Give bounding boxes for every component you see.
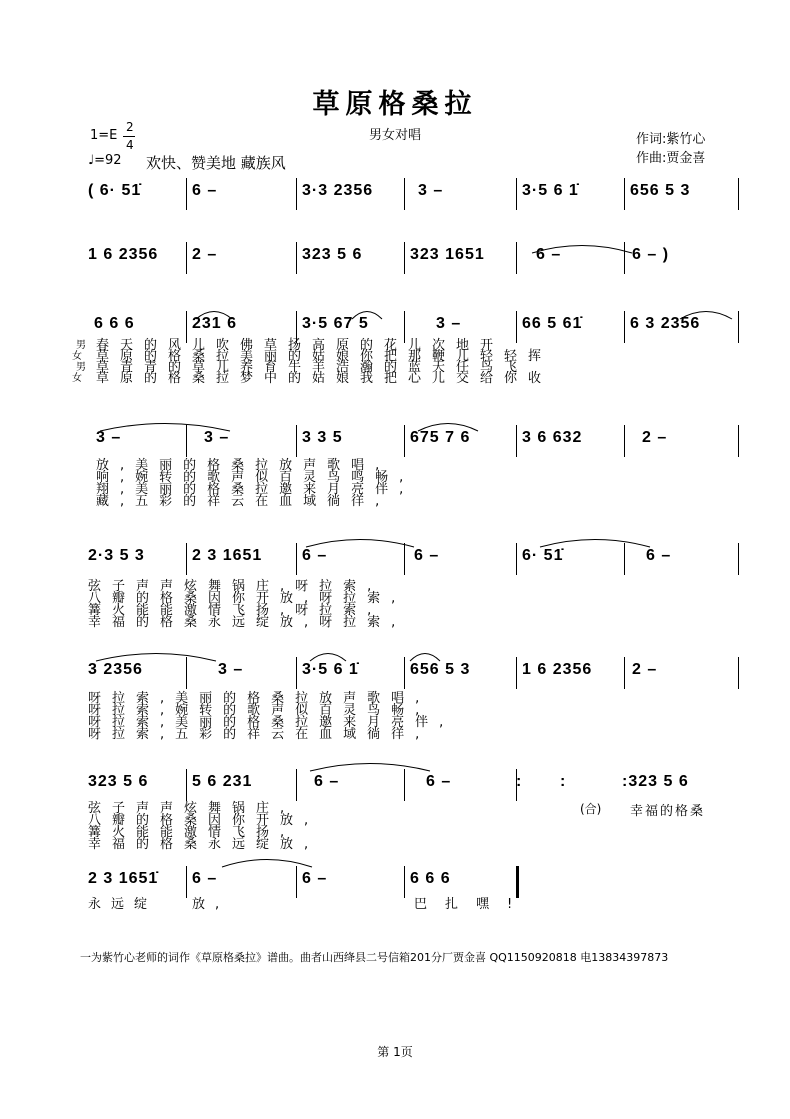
measure: 2 3 1651 (192, 547, 263, 564)
barline (516, 657, 517, 689)
measure: 6 – (302, 870, 328, 887)
lyric-line: 草原的格桑拉美丽的姑娘你把那鞭儿轻轻挥 (96, 349, 553, 364)
slur-mark (540, 534, 650, 548)
measure: 6· 51̇ (522, 547, 564, 564)
measure: : (516, 773, 523, 790)
measure: 3·5 67 5 (302, 315, 369, 332)
measure: :323 5 6 (622, 773, 689, 790)
voice-label: 男 (76, 340, 86, 351)
lyric-line: 篝火能能激情飞扬, (88, 825, 296, 840)
barline (296, 242, 297, 274)
key-signature: 1=E (90, 128, 118, 143)
measure: 323 5 6 (302, 246, 363, 263)
barline (738, 425, 739, 457)
slur-mark (532, 240, 632, 254)
measure: 6 – (536, 246, 562, 263)
measure: 675 7 6 (410, 429, 471, 446)
measure: 3 – (96, 429, 122, 446)
score-system (0, 178, 790, 214)
measure: 6 – (192, 182, 218, 199)
barline (186, 178, 187, 210)
lyric-line: 放,美丽的格桑拉放声歌唱, (96, 458, 391, 473)
lyric-line: 藏,五彩的祥云在血域徜徉, (96, 494, 391, 509)
lyricist-credit: 作词:紫竹心 (636, 132, 706, 147)
page-number: 第 1页 (377, 1045, 413, 1059)
score-system (0, 543, 790, 579)
measure: : (560, 773, 567, 790)
slur-mark (310, 648, 346, 662)
lyric-line: 春天的风儿吹佛草扬高原的花儿次地开 (96, 338, 505, 353)
lyric-line: 弦子声声炫舞锅庄, (88, 801, 296, 816)
measure: 3 6 632 (522, 429, 583, 446)
barline (516, 543, 517, 575)
voice-label: 男 (76, 362, 86, 373)
measure: 323 5 6 (88, 773, 149, 790)
measure: 3 – (418, 182, 444, 199)
measure: 2 – (632, 661, 658, 678)
lyric-line: 呀拉索,五彩的祥云在血域徜徉, (88, 727, 431, 742)
barline (404, 866, 405, 898)
measure: 3 – (204, 429, 230, 446)
slur-mark (352, 306, 382, 320)
song-title: 草原格桑拉 (312, 89, 478, 120)
barline (186, 242, 187, 274)
slur-mark (306, 534, 414, 548)
lyric-line: 篝火能能激情飞扬,呀拉索, (88, 603, 383, 618)
measure: 3 3 5 (302, 429, 343, 446)
measure: 6 3 2356 (630, 315, 701, 332)
measure: 3·5 6 1̇ (302, 661, 359, 678)
voice-label: 女 (72, 373, 82, 384)
measure: 6 6 6 (94, 315, 135, 332)
lyric-line: 呀拉索,美丽的格桑拉邀来月亮伴, (88, 715, 455, 730)
tempo-marking: ♩=92 (88, 153, 122, 168)
lyric-line: 幸福的格桑永远绽放,呀拉索, (88, 615, 407, 630)
measure: 6 – (192, 870, 218, 887)
barline (516, 178, 517, 210)
measure: 2 3 1651̇ (88, 870, 159, 887)
measure: 2 – (192, 246, 218, 263)
barline (186, 866, 187, 898)
style-marking: 欢快、赞美地 藏族风 (146, 154, 286, 172)
barline (738, 543, 739, 575)
lyric-line: 八瓣的格桑因你开放,呀拉索, (88, 591, 407, 606)
measure: 6 – (302, 547, 328, 564)
measure: 3·5 6 1̇ (522, 182, 579, 199)
barline (516, 425, 517, 457)
slur-mark (196, 306, 232, 320)
measure: 656 5 3 (630, 182, 691, 199)
lyric-line: 放, (192, 897, 230, 912)
barline (624, 178, 625, 210)
barline (296, 178, 297, 210)
composer-credit: 作曲:贾金喜 (636, 151, 706, 166)
barline (516, 242, 517, 274)
barline (404, 425, 405, 457)
lyric-line: 幸福的格桑永远绽放, (88, 837, 320, 852)
lyric-line: 八瓣的格桑因你开放, (88, 813, 320, 828)
measure: 6 – (414, 547, 440, 564)
barline (738, 657, 739, 689)
lyric-line: 呀拉索,美丽的格桑拉放声歌唱, (88, 691, 431, 706)
barline (186, 543, 187, 575)
measure: 231 6 (192, 315, 238, 332)
lyric-line: 草青青的草儿养育牛羊浩瀚的蓝天任鸟飞 (96, 360, 529, 375)
measure: 1 6 2356 (88, 246, 159, 263)
slur-mark (96, 648, 216, 662)
measure: 6 – ) (632, 246, 670, 263)
measure: 6 6 6 (410, 870, 451, 887)
measure: 6 – (426, 773, 452, 790)
measure: 3·3 2356 (302, 182, 374, 199)
slur-mark (418, 418, 478, 432)
lyric-line: 巴扎嘿! (414, 897, 531, 912)
lyric-line: 永远绽 (88, 897, 158, 912)
measure: 323 1651 (410, 246, 485, 263)
time-signature-line (123, 136, 135, 137)
measure: 6 – (314, 773, 340, 790)
lyric-line: 翔,美丽的格桑拉邀来月亮伴, (96, 482, 415, 497)
measure: 5 6 231 (192, 773, 253, 790)
lyric-line: 草原的格桑拉梦中的姑娘我把心儿交给你收 (96, 371, 553, 386)
slur-mark (222, 854, 312, 868)
slur-mark (310, 758, 430, 772)
barline (404, 657, 405, 689)
score-system (0, 242, 790, 278)
barline (296, 866, 297, 898)
measure: 3 2356 (88, 661, 143, 678)
measure: 6 – (646, 547, 672, 564)
barline (624, 657, 625, 689)
barline (738, 178, 739, 210)
measure: 656 5 3 (410, 661, 471, 678)
slur-mark (410, 648, 440, 662)
slur-mark (100, 418, 230, 432)
time-signature-top: 2 (126, 120, 134, 134)
measure: 1 6 2356 (522, 661, 593, 678)
barline (296, 543, 297, 575)
measure: 2·3 5 3 (88, 547, 145, 564)
lyric-line: 呀拉索,婉转的歌声似百灵鸟畅, (88, 703, 431, 718)
measure: 3 – (436, 315, 462, 332)
barline (404, 178, 405, 210)
slur-mark (680, 306, 732, 320)
measure: 3 – (218, 661, 244, 678)
measure: 2 – (642, 429, 668, 446)
lyric-line: 响,婉转的歌声似百灵鸟鸣畅, (96, 470, 415, 485)
lyric-line: 弦子声声炫舞锅庄,呀拉索, (88, 579, 383, 594)
barline (296, 425, 297, 457)
chorus-marking: (合) (580, 802, 602, 816)
barline (738, 311, 739, 343)
barline (404, 242, 405, 274)
barline (296, 657, 297, 689)
lyric-line: 幸福的格桑 (630, 804, 706, 819)
measure: 66 5 61̇ (522, 315, 583, 332)
voice-label: 女 (72, 351, 82, 362)
barline (624, 425, 625, 457)
footer-note: 一为紫竹心老师的词作《草原格桑拉》谱曲。曲者山西绛县二号信箱201分厂贾金喜 QQ1150920818 电13834397873 (80, 951, 669, 964)
time-signature-bottom: 4 (126, 138, 134, 152)
measure: ( 6· 51̇ (88, 182, 142, 199)
song-subtitle: 男女对唱 (368, 128, 421, 143)
